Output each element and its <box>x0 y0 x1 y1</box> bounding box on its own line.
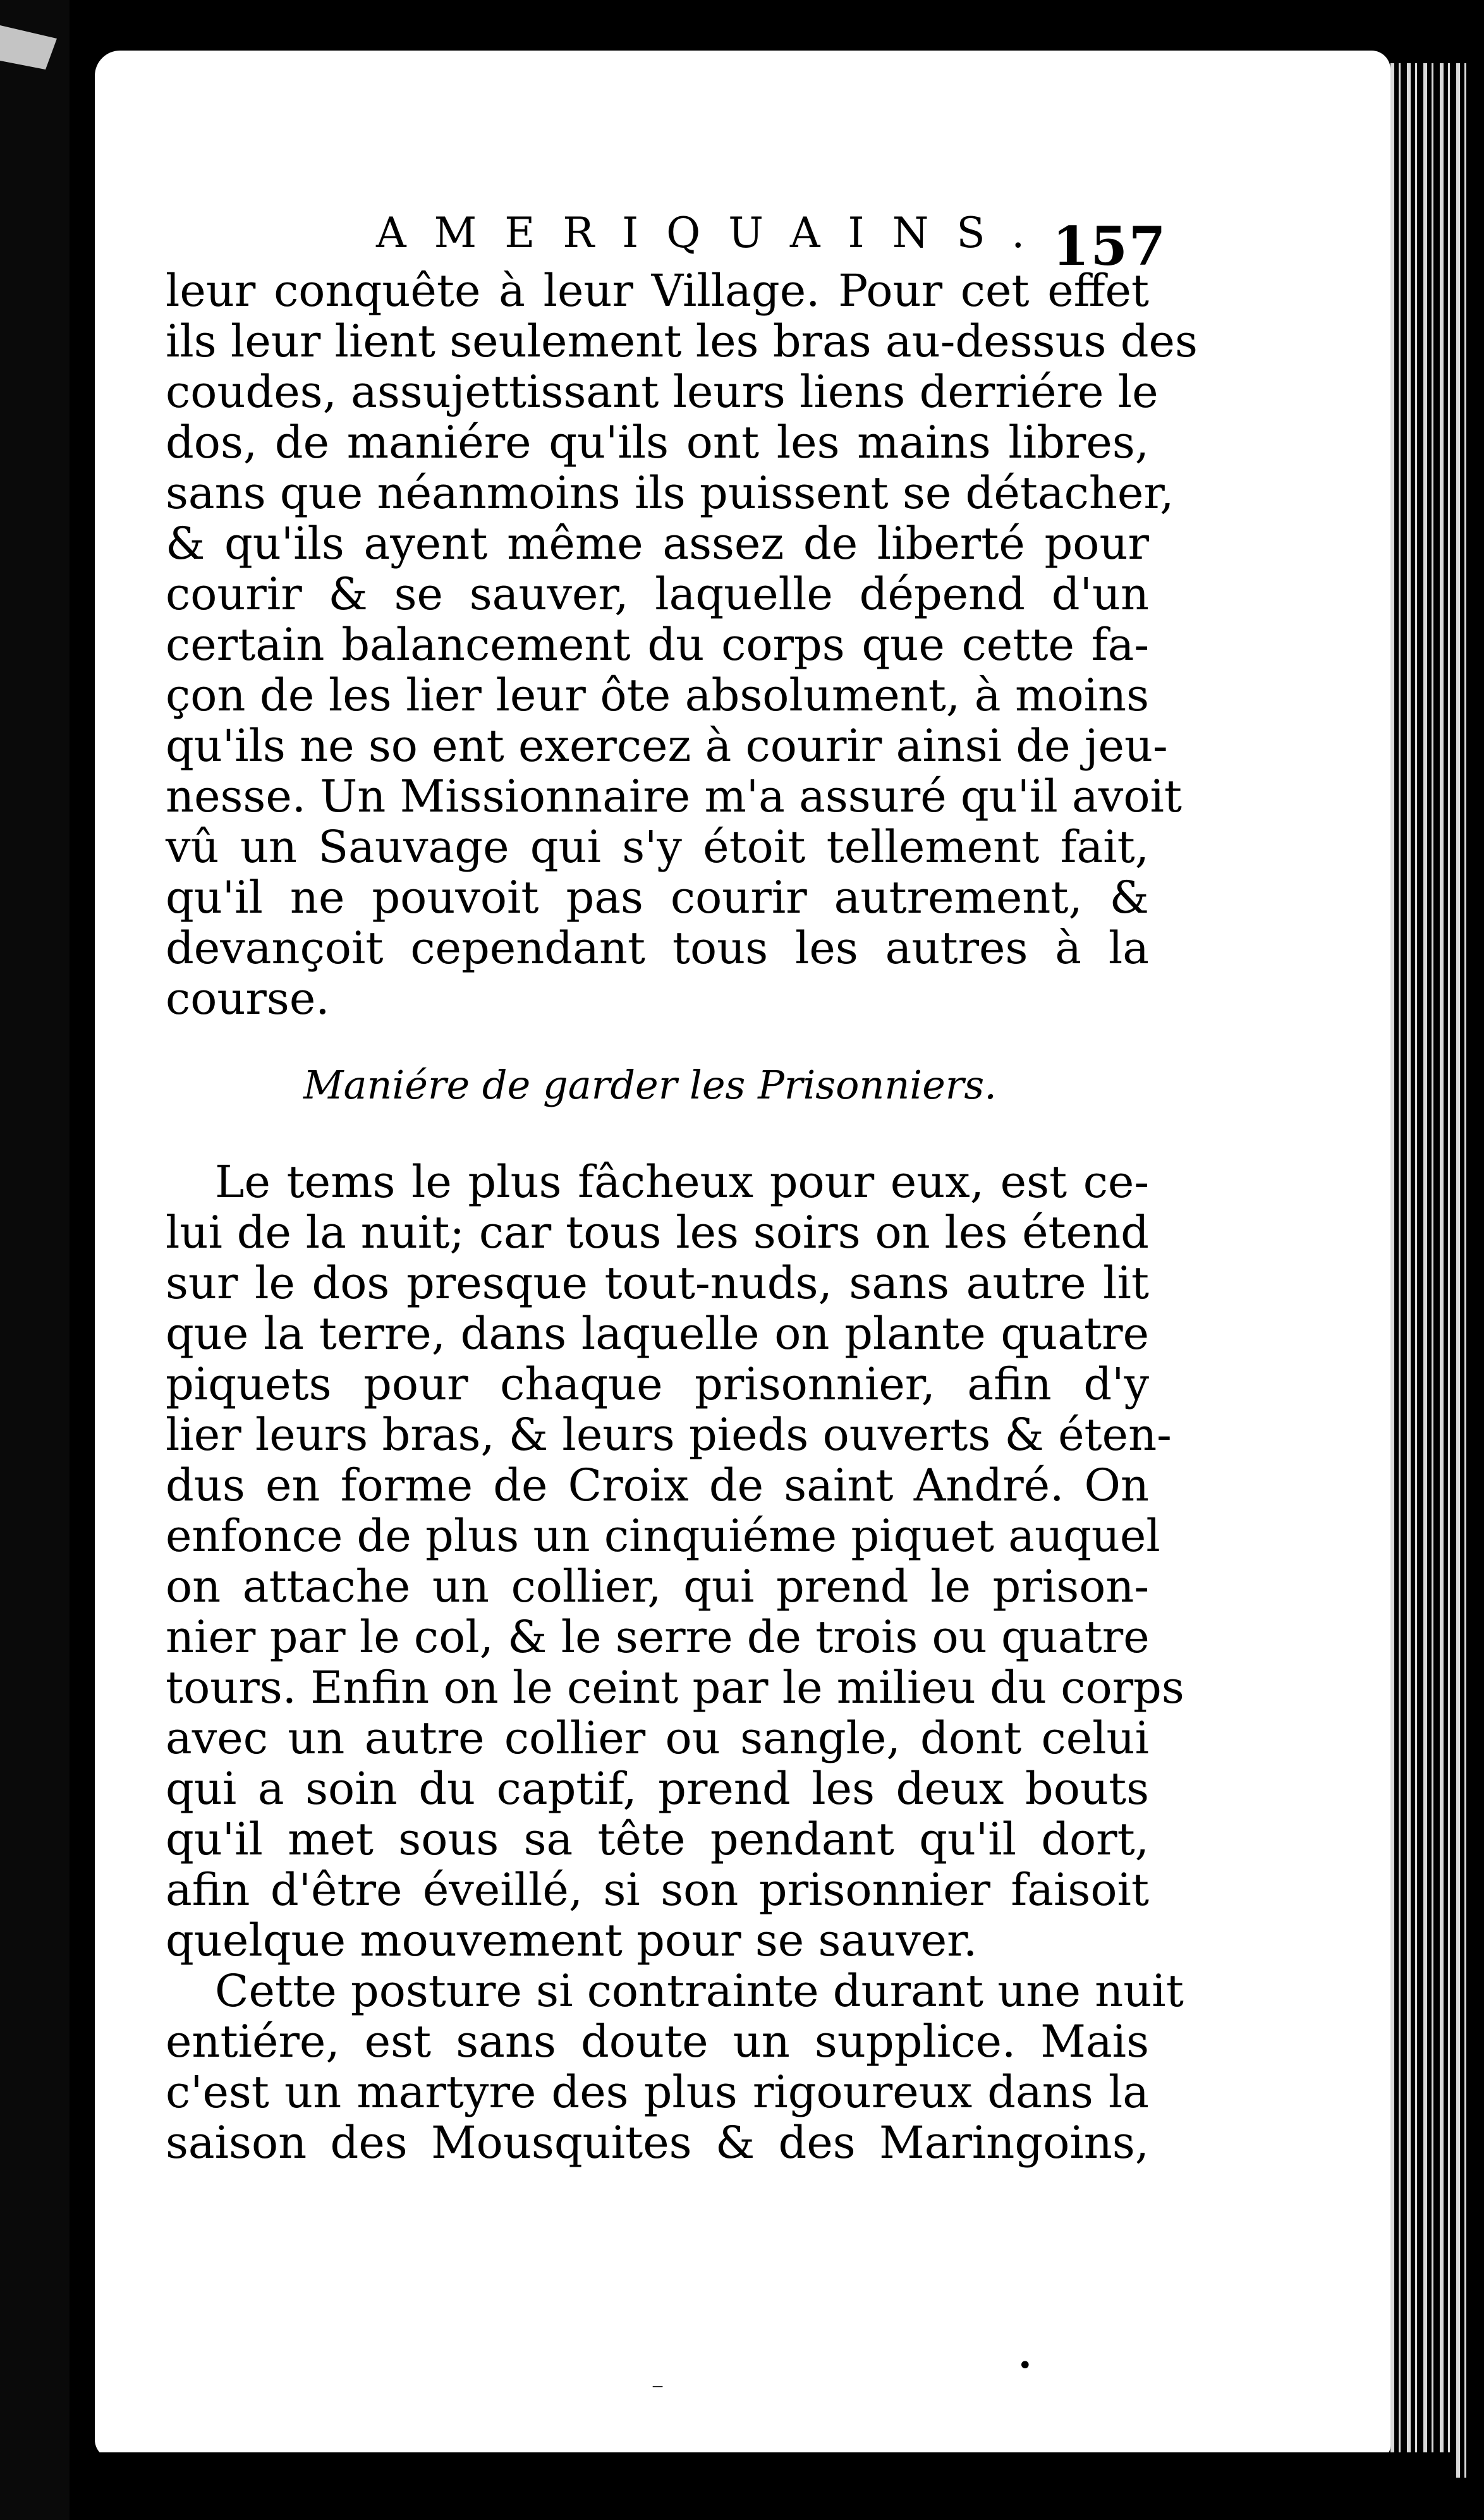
text-line: dus en forme de Croix de saint André. On <box>166 1459 1149 1511</box>
text-line: lui de la nuit; car tous les soirs on les étend <box>166 1207 1149 1258</box>
text-line: enfonce de plus un cinquiéme piquet auquel <box>166 1510 1160 1562</box>
text-line: leur conquête à leur Village. Pour cet effet <box>166 265 1149 317</box>
text-line: Le tems le plus fâcheux pour eux, est ce- <box>215 1156 1149 1208</box>
scan-speck: ⁻ <box>651 2377 665 2406</box>
bottom-shadow <box>95 2452 1454 2490</box>
text-line: qui a soin du captif, prend les deux bouts <box>166 1763 1149 1815</box>
section-heading: Maniére de garder les Prisonniers. <box>303 1062 997 1108</box>
page-edge-stack <box>1390 63 1466 2478</box>
text-line: qu'ils ne so ent exercez à courir ainsi de jeu- <box>166 720 1168 772</box>
text-line: sur le dos presque tout-nuds, sans autre lit <box>166 1257 1149 1309</box>
text-line: çon de les lier leur ôte absolument, à moins <box>166 669 1149 721</box>
facing-page-edge <box>0 0 70 2520</box>
text-line: sans que néanmoins ils puissent se détacher, <box>166 467 1174 519</box>
text-line: courir & se sauver, laquelle dépend d'un <box>166 568 1149 620</box>
text-line: vû un Sauvage qui s'y étoit tellement fait, <box>166 821 1149 873</box>
text-line: avec un autre collier ou sangle, dont celui <box>166 1712 1149 1764</box>
text-line: lier leurs bras, & leurs pieds ouverts & éten- <box>166 1409 1172 1461</box>
scan-speck: • <box>1018 2351 1033 2380</box>
text-line: que la terre, dans laquelle on plante quatre <box>166 1308 1149 1360</box>
text-line: devançoit cependant tous les autres à la <box>166 922 1149 974</box>
text-line: on attache un collier, qui prend le prison- <box>166 1561 1149 1612</box>
running-head: AMERIQUAINS. <box>376 209 1053 257</box>
text-line: course. <box>166 973 330 1025</box>
text-line: qu'il met sous sa tête pendant qu'il dort, <box>166 1813 1149 1865</box>
text-line: & qu'ils ayent même assez de liberté pour <box>166 518 1149 569</box>
text-line: saison des Mousquites & des Maringoins, <box>166 2117 1149 2169</box>
text-line: piquets pour chaque prisonnier, afin d'y <box>166 1358 1149 1410</box>
text-line: qu'il ne pouvoit pas courir autrement, & <box>166 872 1149 923</box>
text-line: Cette posture si contrainte durant une nuit <box>215 1965 1184 2017</box>
text-line: certain balancement du corps que cette fa- <box>166 619 1149 671</box>
text-line: tours. Enfin on le ceint par le milieu du corps <box>166 1662 1184 1713</box>
text-line: afin d'être éveillé, si son prisonnier faisoit <box>166 1864 1149 1916</box>
text-line: entiére, est sans doute un supplice. Mais <box>166 2016 1149 2067</box>
text-line: c'est un martyre des plus rigoureux dans la <box>166 2066 1149 2118</box>
text-line: coudes, assujettissant leurs liens derriére le <box>166 366 1159 418</box>
page-number: 157 <box>1052 215 1167 277</box>
text-line: dos, de maniére qu'ils ont les mains libres, <box>166 417 1149 468</box>
text-line: ils leur lient seulement les bras au-dessus des <box>166 315 1198 367</box>
text-line: nesse. Un Missionnaire m'a assuré qu'il avoit <box>166 770 1182 822</box>
text-line: nier par le col, & le serre de trois ou quatre <box>166 1611 1150 1663</box>
text-line: quelque mouvement pour se sauver. <box>166 1914 978 1966</box>
